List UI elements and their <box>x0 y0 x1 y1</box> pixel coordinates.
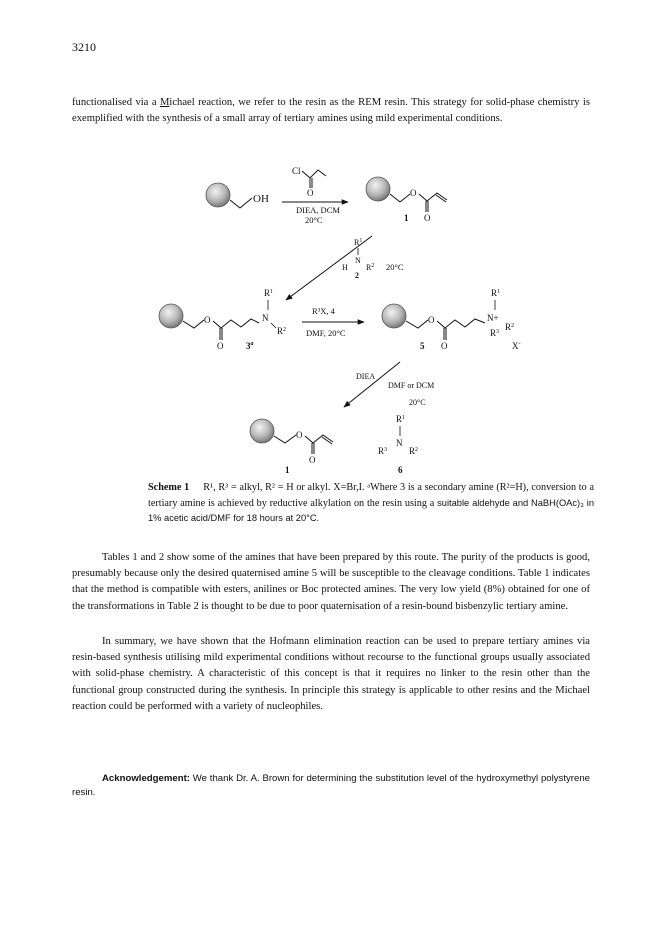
resin-bead <box>159 304 183 328</box>
svg-text:R3 <box>490 328 499 338</box>
cmpd5-r3-sup: 3 <box>496 329 500 335</box>
prod-r3-sup: 3 <box>384 447 388 453</box>
intro-before: functionalised via a <box>72 97 160 108</box>
reaction-scheme <box>0 150 672 480</box>
acknowledgement <box>72 772 590 800</box>
cmpd3-ester-o: O <box>204 315 211 325</box>
page-number: 3210 <box>72 40 96 54</box>
oh-label: OH <box>253 193 269 205</box>
compound-5-label: 5 <box>420 341 425 351</box>
alkylation-reagent: R³X, 4 <box>312 306 335 316</box>
cl-label: Cl <box>292 166 301 176</box>
svg-text:R2 <box>277 326 286 336</box>
cmpd5-n-plus: N+ <box>487 313 499 323</box>
cmpd5-r2-sup: 2 <box>511 323 515 329</box>
cmpd3-r1-sup: 1 <box>270 289 274 295</box>
cmpd3-r2: R <box>277 326 284 336</box>
ack-text: We thank Dr. A. Brown for determining the substitution level of the hydroxymethyl polystyrene resin. <box>72 773 591 798</box>
counterion-minus: - <box>518 341 521 347</box>
resin-1-label: 1 <box>285 465 290 475</box>
amine-temp: 20°C <box>386 262 404 272</box>
carbonyl-o-label: O <box>424 213 431 223</box>
cmpd5-r1-sup: 1 <box>497 289 501 295</box>
svg-text:X- <box>512 341 521 351</box>
compound-1 <box>366 177 447 223</box>
resin1-ester-o: O <box>296 430 303 440</box>
amine-h: H <box>342 263 348 272</box>
ester-o-label: O <box>410 188 417 198</box>
intro-underlined: M <box>159 97 170 108</box>
caption-label: Scheme 1 <box>148 482 190 493</box>
cmpd3-carbonyl-o: O <box>217 341 224 351</box>
cmpd3-r2-sup: 2 <box>283 327 287 333</box>
svg-text:R2 <box>505 322 514 332</box>
step1-conditions-2: 20°C <box>305 215 323 225</box>
cmpd5-r1: R <box>491 288 498 298</box>
cmpd3-n: N <box>262 313 269 323</box>
prod-r1: R <box>396 414 403 424</box>
amine-n: N <box>355 256 361 265</box>
svg-text:3a <box>246 341 254 351</box>
elim-conditions-1: DMF or DCM <box>388 381 435 390</box>
compound-5 <box>382 288 521 351</box>
resin1-carbonyl-o: O <box>309 455 316 465</box>
svg-text:R1 <box>354 238 362 247</box>
caption-text-2: suitable aldehyde and NaBH(OAc)₃ in 1% acetic acid/DMF for 18 hours at 20°C. <box>148 497 595 523</box>
reagent-o-label: O <box>307 188 314 198</box>
resin-bead <box>366 177 390 201</box>
intro-after: ichael reaction, we refer to the resin as the REM resin. This strategy for solid-phase chemistry is exemplified with the synthesis of a small array of tertiary amines using mild experimental conditions. <box>72 97 590 125</box>
counterion-x: X <box>512 341 519 351</box>
cmpd5-ester-o: O <box>428 315 435 325</box>
compound-3-label: 3 <box>246 341 251 351</box>
amine-label: 2 <box>355 271 359 280</box>
amine-r2: R <box>366 263 372 272</box>
regenerated-resin-1 <box>250 419 333 475</box>
ack-label: Acknowledgement: <box>102 773 190 784</box>
compound-3-sup: a <box>250 341 254 347</box>
svg-text:R2 <box>409 446 418 456</box>
product-6-label: 6 <box>398 465 403 475</box>
resin-bead <box>206 183 230 207</box>
prod-r2: R <box>409 446 416 456</box>
caption-text-1: R¹, R³ = alkyl, R² = H or alkyl. X=Br,I. ᵃWhere 3 is a secondary amine (R²=H), conversion to a tertiary amine is achieved by reductive alkylation on the resin using a <box>148 482 594 509</box>
prod-r1-sup: 1 <box>402 415 406 421</box>
scheme-caption <box>148 480 594 527</box>
prod-n: N <box>396 438 403 448</box>
amine-r1-sup: 1 <box>359 238 363 244</box>
prod-r2-sup: 2 <box>415 447 419 453</box>
tertiary-amine-6 <box>378 414 418 475</box>
prod-r3: R <box>378 446 385 456</box>
elim-reagent: DIEA <box>356 372 376 381</box>
compound-3 <box>159 288 286 351</box>
svg-text:R2 <box>366 263 374 272</box>
body-paragraph-2: In summary, we have shown that the Hofmann elimination reaction can be used to prepare tertiary amines via resin-based synthesis utilising mild experimental conditions without recourse to the functional groups usually associated with solid-phase chemistry. A characteristic of this concept is that it requires no linker to the resin other than the functional group constructed during the synthesis. In principle this strategy is applicable to other resins and the Michael reaction could be performed with a variety of nucleophiles. <box>72 636 590 712</box>
body-paragraph-1: Tables 1 and 2 show some of the amines that have been prepared by this route. The purity of the products is good, presumably because only the desired quaternised amine 5 will be susceptible to the cleavage conditions. Table 1 indicates that the method is compatible with esters, anilines or Boc protected amines. The very low yield (8%) obtained for one of the transformations in Table 2 is thought to be due to poor quaternisation of a resin-bound bisbenzylic tertiary amine. <box>72 552 590 612</box>
secondary-amine-2 <box>342 238 374 280</box>
intro-paragraph <box>72 95 590 127</box>
amine-r2-sup: 2 <box>371 263 375 269</box>
compound-1-label: 1 <box>404 213 409 223</box>
svg-text:R1 <box>491 288 500 298</box>
cmpd5-r3: R <box>490 328 497 338</box>
svg-text:R3 <box>378 446 387 456</box>
acryloyl-chloride <box>292 166 326 198</box>
cmpd3-r1: R <box>264 288 271 298</box>
svg-text:R1 <box>264 288 273 298</box>
resin-bead <box>250 419 274 443</box>
cmpd5-r2: R <box>505 322 512 332</box>
cmpd5-carbonyl-o: O <box>441 341 448 351</box>
elim-conditions-2: 20°C <box>409 398 426 407</box>
step1-conditions-1: DIEA, DCM <box>296 205 340 215</box>
resin-bead <box>382 304 406 328</box>
svg-text:R1 <box>396 414 405 424</box>
alkylation-conditions: DMF, 20°C <box>306 328 346 338</box>
amine-r1: R <box>354 238 360 247</box>
resin-hydroxymethyl <box>206 183 269 208</box>
